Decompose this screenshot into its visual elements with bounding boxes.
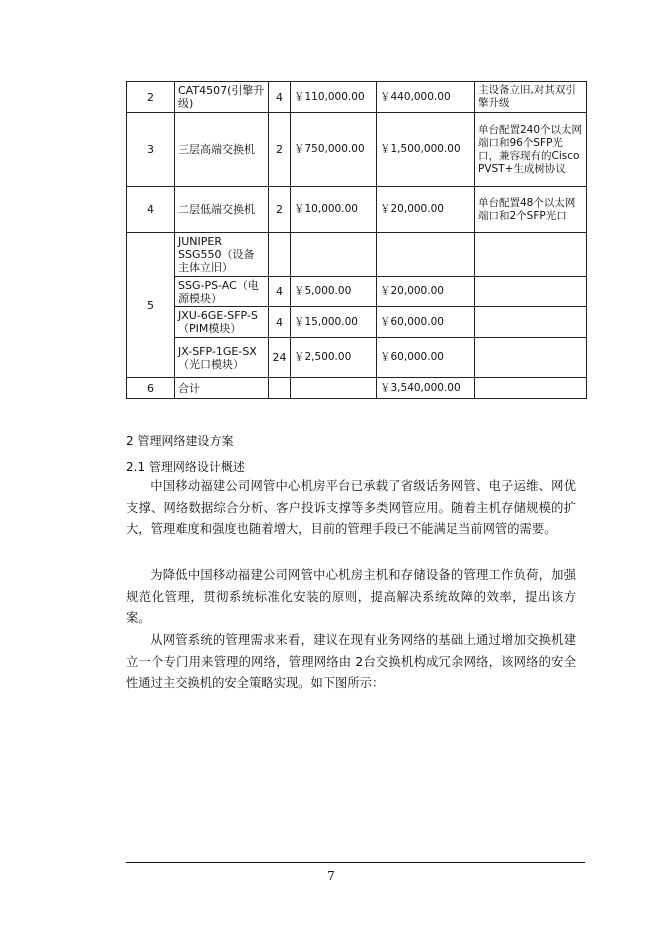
footer-divider [126, 862, 585, 863]
unit-price: ￥5,000.00 [291, 277, 377, 307]
item-quantity: 4 [269, 277, 291, 307]
total-price [377, 233, 475, 277]
row-number: 5 [127, 233, 175, 378]
table-row [127, 307, 587, 338]
subsection-heading: 2.1 管理网络设计概述 [126, 460, 245, 474]
unit-price [291, 233, 377, 277]
item-note [475, 233, 587, 277]
item-name: 三层高端交换机 [175, 113, 269, 187]
item-name: JXU-6GE-SFP-S（PIM模块） [175, 307, 269, 338]
item-quantity: 2 [269, 113, 291, 187]
item-quantity [269, 233, 291, 277]
table-row [127, 113, 587, 187]
unit-price: ￥750,000.00 [291, 113, 377, 187]
summary-label: 合计 [175, 378, 269, 399]
total-price: ￥1,500,000.00 [377, 113, 475, 187]
table-row [127, 82, 587, 113]
total-price: ￥60,000.00 [377, 338, 475, 378]
paragraph: 为降低中国移动福建公司网管中心机房主机和存储设备的管理工作负荷，加强规范化管理，贯彻系统标准化安装的原则，提高解决系统故障的效率，提出该方案。 [126, 568, 576, 625]
item-name: JUNIPER SSG550（设备主体立旧） [175, 233, 269, 277]
item-quantity: 24 [269, 338, 291, 378]
unit-price: ￥10,000.00 [291, 187, 377, 233]
item-note: 单台配置240个以太网端口和96个SFP光口，兼容现有的Cisco PVST+生成树协议 [475, 113, 587, 187]
unit-price [291, 378, 377, 399]
table-row [127, 187, 587, 233]
section-heading: 2 管理网络建设方案 [126, 434, 234, 448]
row-number: 6 [127, 378, 175, 399]
total-price: ￥60,000.00 [377, 307, 475, 338]
row-number: 4 [127, 187, 175, 233]
item-note [475, 378, 587, 399]
item-name: JX-SFP-1GE-SX（光口模块） [175, 338, 269, 378]
row-number: 2 [127, 82, 175, 113]
unit-price: ￥2,500.00 [291, 338, 377, 378]
table-row [127, 233, 587, 277]
item-name: CAT4507(引擎升级) [175, 82, 269, 113]
item-quantity [269, 378, 291, 399]
item-note [475, 277, 587, 307]
table-row [127, 277, 587, 307]
equipment-cost-table [126, 81, 587, 399]
table-row-summary [127, 378, 587, 399]
paragraph: 中国移动福建公司网管中心机房平台已承载了省级话务网管、电子运维、网优支撑、网络数据综合分析、客户投诉支撑等多类网管应用。随着主机存储规模的扩大，管理难度和强度也随着增大，目前的管理手段已不能满足当前网管的需要。 [126, 479, 576, 536]
grand-total: ￥3,540,000.00 [377, 378, 475, 399]
item-quantity: 2 [269, 187, 291, 233]
item-note: 单台配置48个以太网端口和2个SFP光口 [475, 187, 587, 233]
table-row [127, 338, 587, 378]
total-price: ￥440,000.00 [377, 82, 475, 113]
total-price: ￥20,000.00 [377, 277, 475, 307]
paragraph: 从网管系统的管理需求来看，建议在现有业务网络的基础上通过增加交换机建立一个专门用来管理的网络，管理网络由 2台交换机构成冗余网络，该网络的安全性通过主交换机的安全策略实现。如下图所示： [126, 633, 576, 690]
unit-price: ￥15,000.00 [291, 307, 377, 338]
page-number: 7 [327, 869, 335, 883]
item-quantity: 4 [269, 307, 291, 338]
unit-price: ￥110,000.00 [291, 82, 377, 113]
total-price: ￥20,000.00 [377, 187, 475, 233]
item-note: 主设备立旧,对其双引擎升级 [475, 82, 587, 113]
item-name: 二层低端交换机 [175, 187, 269, 233]
item-note [475, 338, 587, 378]
row-number: 3 [127, 113, 175, 187]
item-name: SSG-PS-AC（电源模块） [175, 277, 269, 307]
item-quantity: 4 [269, 82, 291, 113]
item-note [475, 307, 587, 338]
